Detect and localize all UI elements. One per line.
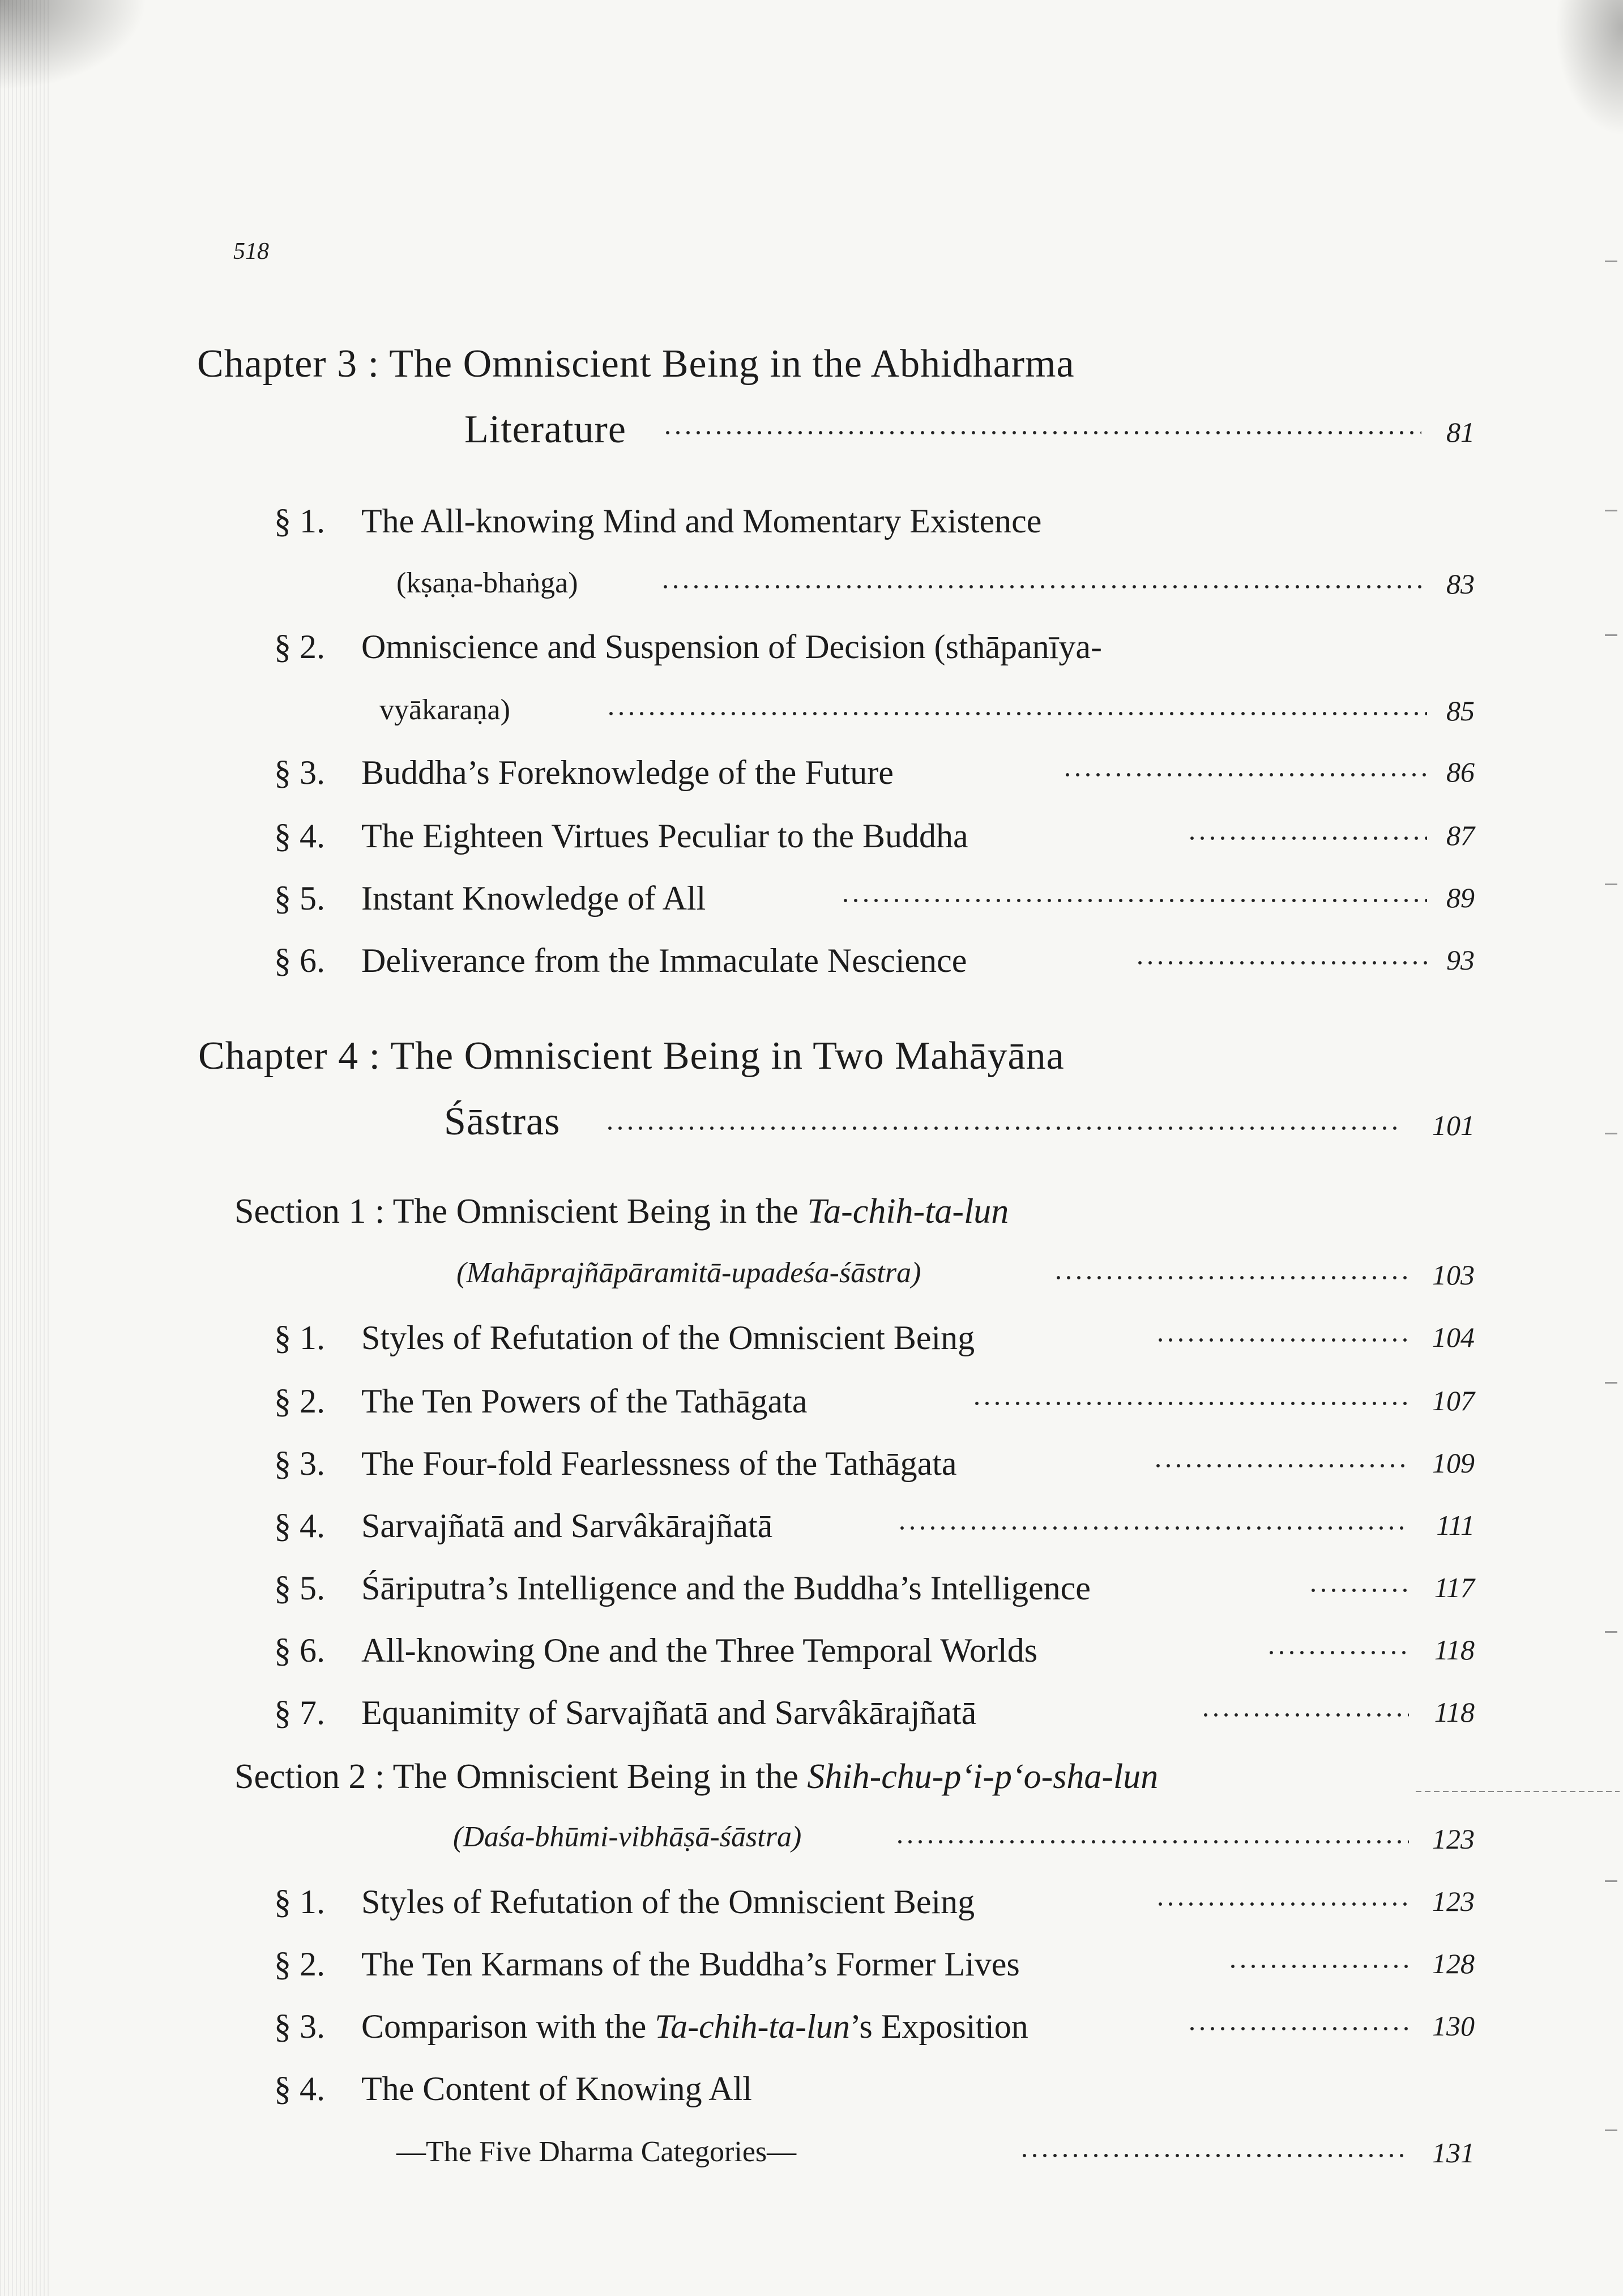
scan-edge-tick xyxy=(1605,1382,1617,1384)
toc-item-num: § 2. xyxy=(274,1382,325,1420)
scan-edge-tick xyxy=(1605,510,1617,511)
scan-edge-tick xyxy=(1605,1133,1617,1134)
leader-dots xyxy=(1062,771,1427,778)
scan-corner-shading xyxy=(1555,0,1623,136)
leader-dots xyxy=(1228,1963,1409,1970)
section-2-cont xyxy=(453,1823,801,1852)
chapter-3-title-cont: Literature xyxy=(464,408,626,451)
toc-item-num: § 3. xyxy=(274,2008,325,2045)
section-1-sanskrit: (Mahāprajñāpāramitā-upadeśa-śāstra) xyxy=(456,1257,921,1289)
leader-dots xyxy=(606,710,1427,717)
toc-item-num: § 5. xyxy=(274,880,325,917)
toc-item-page: 118 xyxy=(1434,1696,1475,1728)
scan-edge-tick xyxy=(1605,2129,1617,2131)
toc-item-page: 87 xyxy=(1446,820,1475,851)
section-2-label: Section 2 : The Omniscient Being in the xyxy=(234,1757,798,1796)
chapter-3-title: Chapter 3 : The Omniscient Being in the Abhidharma xyxy=(197,342,1075,386)
toc-item-num: § 2. xyxy=(274,1945,325,1983)
toc-item-num: § 6. xyxy=(274,1632,325,1669)
toc-item-num: § 3. xyxy=(274,1445,325,1482)
toc-item-num: § 5. xyxy=(274,1569,325,1607)
scan-corner-shading xyxy=(0,0,147,91)
toc-item-page: 118 xyxy=(1434,1634,1475,1666)
chapter-4-title: Chapter 4 : The Omniscient Being in Two Mahāyāna xyxy=(198,1034,1065,1078)
toc-item-label: All-knowing One and the Three Temporal Worlds xyxy=(361,1632,1038,1669)
toc-item-page: 104 xyxy=(1432,1321,1475,1353)
leader-dots xyxy=(1155,1337,1409,1343)
toc-item-label: The Ten Powers of the Tathāgata xyxy=(361,1382,808,1420)
toc-item-label: Śāriputra’s Intelligence and the Buddha’s Intelligence xyxy=(361,1569,1091,1607)
toc-item-label: The Eighteen Virtues Peculiar to the Buddha xyxy=(361,817,968,855)
toc-item-num: § 1. xyxy=(274,502,325,540)
leader-dots xyxy=(660,583,1427,590)
section-1-label: Section 1 : The Omniscient Being in the xyxy=(234,1192,798,1231)
scan-edge-tick xyxy=(1605,884,1617,885)
page-number: 518 xyxy=(233,238,269,264)
leader-dots xyxy=(1153,1462,1409,1469)
toc-item-num: § 1. xyxy=(274,1883,325,1921)
toc-item-page: 89 xyxy=(1446,882,1475,914)
toc-item-page: 123 xyxy=(1432,1885,1475,1917)
scan-edge-shading xyxy=(0,0,51,2296)
toc-item-num: § 2. xyxy=(274,628,325,665)
scan-edge-tick xyxy=(1605,1880,1617,1882)
toc-item-page: 107 xyxy=(1432,1385,1475,1416)
toc-item-label: Instant Knowledge of All xyxy=(361,880,706,917)
toc-item-page: 117 xyxy=(1434,1572,1475,1603)
toc-item-label: Styles of Refutation of the Omniscient Being xyxy=(361,1319,975,1356)
toc-item-num: § 7. xyxy=(274,1694,325,1731)
toc-item-page: 86 xyxy=(1446,756,1475,788)
toc-item-num: § 4. xyxy=(274,1507,325,1544)
toc-item-page: 111 xyxy=(1436,1509,1475,1541)
toc-item-label: Styles of Refutation of the Omniscient Being xyxy=(361,1883,975,1921)
leader-dots xyxy=(1019,2152,1409,2159)
leader-dots xyxy=(840,897,1427,904)
toc-item-page: 128 xyxy=(1432,1948,1475,1979)
section-1-title xyxy=(234,1194,1009,1229)
toc-item-label: The Four-fold Fearlessness of the Tathāgata xyxy=(361,1445,957,1482)
toc-item-label-part: ’s Exposition xyxy=(849,2008,1028,2045)
leader-dots xyxy=(897,1525,1409,1531)
toc-item-page: 130 xyxy=(1432,2010,1475,2042)
leader-dots xyxy=(605,1125,1402,1132)
toc-item-num: § 6. xyxy=(274,942,325,979)
toc-item-num: § 4. xyxy=(274,2070,325,2107)
section-1-page: 103 xyxy=(1432,1259,1475,1291)
section-2-page: 123 xyxy=(1432,1823,1475,1855)
leader-dots xyxy=(1187,2025,1409,2032)
toc-item-label: The Ten Karmans of the Buddha’s Former Lives xyxy=(361,1945,1020,1983)
toc-item-label-italic: Ta-chih-ta-lun xyxy=(655,2008,850,2045)
section-2-sanskrit: (Daśa-bhūmi-vibhāṣā-śāstra) xyxy=(453,1821,802,1853)
section-1-cont xyxy=(456,1258,921,1288)
toc-item-cont: vyākaraṇa) xyxy=(379,694,510,726)
chapter-4-page: 101 xyxy=(1432,1109,1475,1141)
toc-item-label: The Content of Knowing All xyxy=(361,2070,752,2107)
leader-dots xyxy=(1053,1274,1410,1281)
leader-dots xyxy=(1187,835,1427,842)
scan-edge-tick xyxy=(1605,261,1617,262)
toc-item-label-part: Comparison with the xyxy=(361,2008,647,2045)
toc-item-page: 93 xyxy=(1446,944,1475,976)
toc-item-label: Equanimity of Sarvajñatā and Sarvâkārajñatā xyxy=(361,1694,977,1731)
leader-dots xyxy=(1308,1587,1409,1594)
toc-item-num: § 4. xyxy=(274,817,325,855)
toc-item-num: § 1. xyxy=(274,1319,325,1356)
toc-item-cont: —The Five Dharma Categories— xyxy=(396,2136,797,2168)
toc-item-page: 131 xyxy=(1432,2137,1475,2169)
scan-edge-tick xyxy=(1605,634,1617,636)
chapter-3-page: 81 xyxy=(1446,416,1475,448)
section-2-italic-title: Shih-chu-p‘i-p‘o-sha-lun xyxy=(807,1757,1159,1796)
section-1-italic-title: Ta-chih-ta-lun xyxy=(807,1192,1009,1231)
toc-item-label: Buddha’s Foreknowledge of the Future xyxy=(361,754,894,791)
toc-item-page: 83 xyxy=(1446,568,1475,600)
toc-item-label: The All-knowing Mind and Momentary Existence xyxy=(361,502,1042,540)
toc-item-num: § 3. xyxy=(274,754,325,791)
leader-dots xyxy=(1135,959,1427,966)
toc-item-cont: (kṣaṇa-bhaṅga) xyxy=(396,567,578,599)
leader-dots xyxy=(972,1400,1409,1407)
section-2-title xyxy=(234,1759,1158,1794)
toc-item-label xyxy=(361,2009,1028,2043)
toc-item-label: Omniscience and Suspension of Decision (sthāpanīya- xyxy=(361,628,1103,665)
chapter-4-title-cont: Śāstras xyxy=(444,1100,561,1143)
toc-item-label: Sarvajñatā and Sarvâkārajñatā xyxy=(361,1507,773,1544)
leader-dots xyxy=(1201,1712,1409,1718)
toc-item-label: Deliverance from the Immaculate Nescience xyxy=(361,942,967,979)
scan-edge-tick xyxy=(1605,1631,1617,1633)
scan-dashed-mark xyxy=(1416,1791,1620,1792)
leader-dots xyxy=(663,429,1421,436)
toc-item-page: 85 xyxy=(1446,695,1475,727)
leader-dots xyxy=(1155,1901,1409,1907)
leader-dots xyxy=(895,1838,1409,1845)
leader-dots xyxy=(1266,1649,1409,1656)
toc-item-page: 109 xyxy=(1432,1447,1475,1479)
